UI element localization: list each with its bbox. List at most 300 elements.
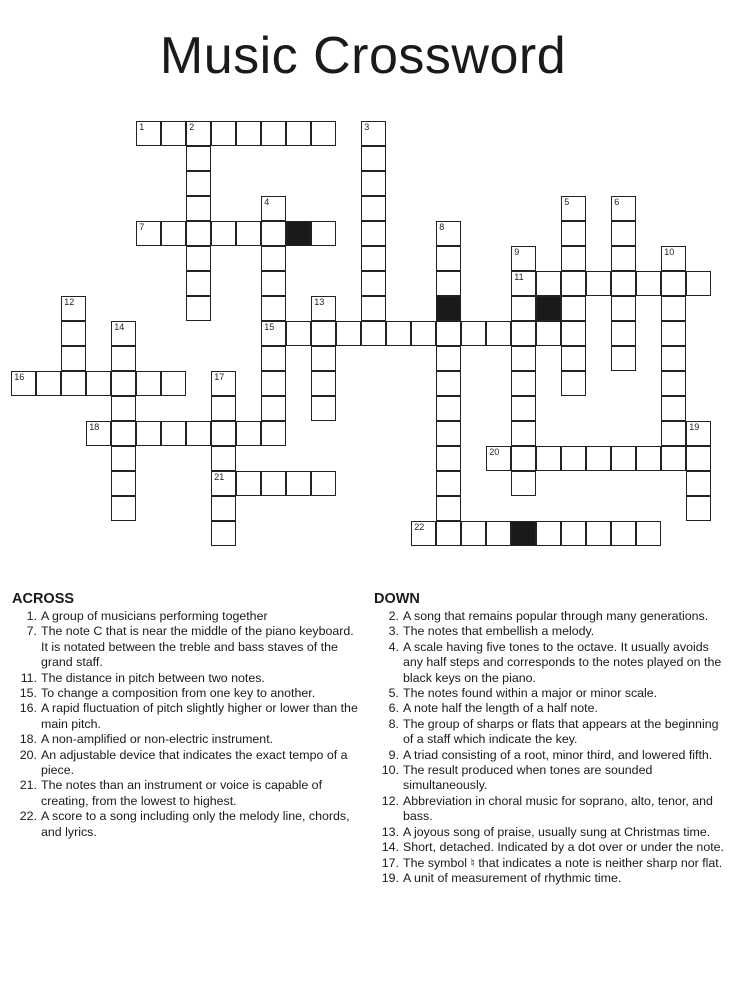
- grid-cell[interactable]: [511, 296, 536, 321]
- grid-cell[interactable]: [211, 446, 236, 471]
- grid-cell[interactable]: [386, 321, 411, 346]
- letter-input[interactable]: [437, 247, 460, 270]
- letter-input[interactable]: [687, 497, 710, 520]
- grid-cell[interactable]: [261, 346, 286, 371]
- grid-cell[interactable]: [611, 521, 636, 546]
- letter-input[interactable]: [312, 122, 335, 145]
- letter-input[interactable]: [287, 122, 310, 145]
- letter-input[interactable]: [437, 347, 460, 370]
- grid-cell[interactable]: [236, 471, 261, 496]
- grid-cell[interactable]: [111, 471, 136, 496]
- letter-input[interactable]: [562, 272, 585, 295]
- letter-input[interactable]: [512, 447, 535, 470]
- letter-input[interactable]: [137, 122, 160, 145]
- letter-input[interactable]: [662, 272, 685, 295]
- letter-input[interactable]: [287, 472, 310, 495]
- letter-input[interactable]: [362, 247, 385, 270]
- letter-input[interactable]: [512, 247, 535, 270]
- grid-cell[interactable]: [436, 246, 461, 271]
- grid-cell[interactable]: [536, 446, 561, 471]
- grid-cell[interactable]: [536, 271, 561, 296]
- grid-cell[interactable]: [261, 421, 286, 446]
- grid-cell[interactable]: [361, 171, 386, 196]
- letter-input[interactable]: [562, 297, 585, 320]
- grid-cell[interactable]: [186, 271, 211, 296]
- letter-input[interactable]: [512, 347, 535, 370]
- grid-cell[interactable]: [586, 446, 611, 471]
- grid-cell[interactable]: [586, 521, 611, 546]
- grid-cell[interactable]: [436, 496, 461, 521]
- grid-cell[interactable]: [186, 246, 211, 271]
- grid-cell[interactable]: [686, 271, 711, 296]
- letter-input[interactable]: [587, 522, 610, 545]
- letter-input[interactable]: [612, 447, 635, 470]
- letter-input[interactable]: [112, 422, 135, 445]
- grid-cell[interactable]: [111, 371, 136, 396]
- grid-cell[interactable]: [61, 296, 86, 321]
- letter-input[interactable]: [187, 222, 210, 245]
- letter-input[interactable]: [137, 372, 160, 395]
- grid-cell[interactable]: [336, 321, 361, 346]
- grid-cell[interactable]: [161, 221, 186, 246]
- grid-cell[interactable]: [436, 421, 461, 446]
- grid-cell[interactable]: [561, 521, 586, 546]
- grid-cell[interactable]: [611, 446, 636, 471]
- grid-cell[interactable]: [561, 296, 586, 321]
- letter-input[interactable]: [687, 447, 710, 470]
- letter-input[interactable]: [637, 272, 660, 295]
- grid-cell[interactable]: [361, 321, 386, 346]
- letter-input[interactable]: [212, 222, 235, 245]
- letter-input[interactable]: [262, 397, 285, 420]
- grid-cell[interactable]: [286, 321, 311, 346]
- grid-cell[interactable]: [261, 246, 286, 271]
- letter-input[interactable]: [312, 472, 335, 495]
- grid-cell[interactable]: [436, 446, 461, 471]
- grid-cell[interactable]: [211, 221, 236, 246]
- grid-cell[interactable]: [436, 371, 461, 396]
- grid-cell[interactable]: [636, 271, 661, 296]
- grid-cell[interactable]: [11, 371, 36, 396]
- grid-cell[interactable]: [661, 396, 686, 421]
- letter-input[interactable]: [612, 222, 635, 245]
- grid-cell[interactable]: [361, 221, 386, 246]
- letter-input[interactable]: [262, 422, 285, 445]
- grid-cell[interactable]: [661, 371, 686, 396]
- letter-input[interactable]: [662, 397, 685, 420]
- letter-input[interactable]: [437, 472, 460, 495]
- letter-input[interactable]: [212, 372, 235, 395]
- grid-cell[interactable]: [436, 346, 461, 371]
- letter-input[interactable]: [437, 497, 460, 520]
- grid-cell[interactable]: [261, 321, 286, 346]
- letter-input[interactable]: [212, 122, 235, 145]
- letter-input[interactable]: [112, 397, 135, 420]
- grid-cell[interactable]: [111, 396, 136, 421]
- grid-cell[interactable]: [136, 421, 161, 446]
- letter-input[interactable]: [162, 372, 185, 395]
- letter-input[interactable]: [662, 247, 685, 270]
- letter-input[interactable]: [87, 422, 110, 445]
- letter-input[interactable]: [612, 197, 635, 220]
- grid-cell[interactable]: [261, 371, 286, 396]
- letter-input[interactable]: [312, 297, 335, 320]
- grid-cell[interactable]: [436, 396, 461, 421]
- letter-input[interactable]: [437, 397, 460, 420]
- grid-cell[interactable]: [311, 321, 336, 346]
- grid-cell[interactable]: [236, 221, 261, 246]
- letter-input[interactable]: [187, 172, 210, 195]
- grid-cell[interactable]: [661, 296, 686, 321]
- grid-cell[interactable]: [636, 521, 661, 546]
- letter-input[interactable]: [187, 272, 210, 295]
- letter-input[interactable]: [412, 522, 435, 545]
- letter-input[interactable]: [312, 372, 335, 395]
- grid-cell[interactable]: [486, 446, 511, 471]
- grid-cell[interactable]: [486, 321, 511, 346]
- letter-input[interactable]: [262, 122, 285, 145]
- letter-input[interactable]: [362, 147, 385, 170]
- letter-input[interactable]: [262, 372, 285, 395]
- grid-cell[interactable]: [136, 221, 161, 246]
- letter-input[interactable]: [237, 222, 260, 245]
- letter-input[interactable]: [512, 297, 535, 320]
- letter-input[interactable]: [262, 322, 285, 345]
- letter-input[interactable]: [437, 272, 460, 295]
- grid-cell[interactable]: [636, 446, 661, 471]
- letter-input[interactable]: [512, 322, 535, 345]
- grid-cell[interactable]: [261, 121, 286, 146]
- letter-input[interactable]: [62, 322, 85, 345]
- letter-input[interactable]: [512, 272, 535, 295]
- letter-input[interactable]: [662, 422, 685, 445]
- letter-input[interactable]: [512, 397, 535, 420]
- grid-cell[interactable]: [311, 346, 336, 371]
- grid-cell[interactable]: [661, 321, 686, 346]
- grid-cell[interactable]: [536, 521, 561, 546]
- grid-cell[interactable]: [511, 471, 536, 496]
- grid-cell[interactable]: [686, 446, 711, 471]
- grid-cell[interactable]: [311, 221, 336, 246]
- letter-input[interactable]: [37, 372, 60, 395]
- letter-input[interactable]: [62, 297, 85, 320]
- letter-input[interactable]: [437, 447, 460, 470]
- letter-input[interactable]: [562, 322, 585, 345]
- letter-input[interactable]: [187, 147, 210, 170]
- grid-cell[interactable]: [586, 271, 611, 296]
- letter-input[interactable]: [437, 322, 460, 345]
- letter-input[interactable]: [112, 497, 135, 520]
- grid-cell[interactable]: [411, 321, 436, 346]
- letter-input[interactable]: [362, 197, 385, 220]
- letter-input[interactable]: [112, 322, 135, 345]
- letter-input[interactable]: [537, 447, 560, 470]
- grid-cell[interactable]: [511, 396, 536, 421]
- grid-cell[interactable]: [661, 346, 686, 371]
- grid-cell[interactable]: [561, 346, 586, 371]
- grid-cell[interactable]: [611, 246, 636, 271]
- grid-cell[interactable]: [211, 121, 236, 146]
- letter-input[interactable]: [112, 472, 135, 495]
- grid-cell[interactable]: [186, 121, 211, 146]
- grid-cell[interactable]: [161, 371, 186, 396]
- letter-input[interactable]: [262, 197, 285, 220]
- letter-input[interactable]: [12, 372, 35, 395]
- grid-cell[interactable]: [361, 296, 386, 321]
- letter-input[interactable]: [687, 422, 710, 445]
- letter-input[interactable]: [162, 222, 185, 245]
- letter-input[interactable]: [312, 322, 335, 345]
- letter-input[interactable]: [662, 372, 685, 395]
- letter-input[interactable]: [362, 222, 385, 245]
- grid-cell[interactable]: [136, 371, 161, 396]
- grid-cell[interactable]: [436, 271, 461, 296]
- grid-cell[interactable]: [111, 496, 136, 521]
- letter-input[interactable]: [112, 347, 135, 370]
- grid-cell[interactable]: [436, 521, 461, 546]
- letter-input[interactable]: [87, 372, 110, 395]
- grid-cell[interactable]: [311, 121, 336, 146]
- letter-input[interactable]: [187, 247, 210, 270]
- grid-cell[interactable]: [211, 471, 236, 496]
- grid-cell[interactable]: [361, 196, 386, 221]
- letter-input[interactable]: [612, 297, 635, 320]
- grid-cell[interactable]: [661, 446, 686, 471]
- letter-input[interactable]: [512, 372, 535, 395]
- grid-cell[interactable]: [686, 496, 711, 521]
- letter-input[interactable]: [612, 322, 635, 345]
- grid-cell[interactable]: [186, 171, 211, 196]
- letter-input[interactable]: [112, 447, 135, 470]
- grid-cell[interactable]: [136, 121, 161, 146]
- letter-input[interactable]: [112, 372, 135, 395]
- grid-cell[interactable]: [361, 146, 386, 171]
- grid-cell[interactable]: [536, 321, 561, 346]
- grid-cell[interactable]: [511, 246, 536, 271]
- grid-cell[interactable]: [61, 371, 86, 396]
- letter-input[interactable]: [512, 472, 535, 495]
- grid-cell[interactable]: [186, 196, 211, 221]
- letter-input[interactable]: [212, 522, 235, 545]
- letter-input[interactable]: [312, 222, 335, 245]
- letter-input[interactable]: [487, 447, 510, 470]
- letter-input[interactable]: [187, 122, 210, 145]
- letter-input[interactable]: [312, 397, 335, 420]
- grid-cell[interactable]: [311, 396, 336, 421]
- letter-input[interactable]: [237, 422, 260, 445]
- letter-input[interactable]: [562, 247, 585, 270]
- letter-input[interactable]: [187, 422, 210, 445]
- letter-input[interactable]: [562, 522, 585, 545]
- grid-cell[interactable]: [461, 521, 486, 546]
- grid-cell[interactable]: [311, 471, 336, 496]
- letter-input[interactable]: [512, 422, 535, 445]
- letter-input[interactable]: [262, 247, 285, 270]
- letter-input[interactable]: [562, 447, 585, 470]
- grid-cell[interactable]: [211, 371, 236, 396]
- letter-input[interactable]: [562, 347, 585, 370]
- letter-input[interactable]: [387, 322, 410, 345]
- letter-input[interactable]: [562, 197, 585, 220]
- grid-cell[interactable]: [61, 321, 86, 346]
- grid-cell[interactable]: [86, 371, 111, 396]
- grid-cell[interactable]: [311, 371, 336, 396]
- letter-input[interactable]: [262, 472, 285, 495]
- letter-input[interactable]: [137, 222, 160, 245]
- letter-input[interactable]: [262, 272, 285, 295]
- grid-cell[interactable]: [111, 346, 136, 371]
- grid-cell[interactable]: [561, 221, 586, 246]
- letter-input[interactable]: [337, 322, 360, 345]
- letter-input[interactable]: [487, 522, 510, 545]
- grid-cell[interactable]: [611, 321, 636, 346]
- grid-cell[interactable]: [361, 121, 386, 146]
- grid-cell[interactable]: [561, 446, 586, 471]
- grid-cell[interactable]: [511, 421, 536, 446]
- letter-input[interactable]: [637, 522, 660, 545]
- letter-input[interactable]: [437, 422, 460, 445]
- letter-input[interactable]: [562, 372, 585, 395]
- grid-cell[interactable]: [686, 421, 711, 446]
- letter-input[interactable]: [362, 272, 385, 295]
- letter-input[interactable]: [362, 322, 385, 345]
- letter-input[interactable]: [537, 322, 560, 345]
- grid-cell[interactable]: [111, 421, 136, 446]
- grid-cell[interactable]: [411, 521, 436, 546]
- letter-input[interactable]: [437, 522, 460, 545]
- letter-input[interactable]: [687, 472, 710, 495]
- grid-cell[interactable]: [561, 196, 586, 221]
- letter-input[interactable]: [262, 347, 285, 370]
- grid-cell[interactable]: [611, 271, 636, 296]
- grid-cell[interactable]: [611, 296, 636, 321]
- grid-cell[interactable]: [86, 421, 111, 446]
- letter-input[interactable]: [212, 447, 235, 470]
- letter-input[interactable]: [612, 247, 635, 270]
- grid-cell[interactable]: [261, 221, 286, 246]
- grid-cell[interactable]: [161, 421, 186, 446]
- letter-input[interactable]: [362, 122, 385, 145]
- grid-cell[interactable]: [186, 146, 211, 171]
- letter-input[interactable]: [662, 447, 685, 470]
- letter-input[interactable]: [537, 522, 560, 545]
- grid-cell[interactable]: [111, 446, 136, 471]
- letter-input[interactable]: [212, 472, 235, 495]
- letter-input[interactable]: [487, 322, 510, 345]
- letter-input[interactable]: [212, 397, 235, 420]
- letter-input[interactable]: [162, 122, 185, 145]
- grid-cell[interactable]: [236, 121, 261, 146]
- grid-cell[interactable]: [361, 271, 386, 296]
- letter-input[interactable]: [137, 422, 160, 445]
- grid-cell[interactable]: [211, 496, 236, 521]
- letter-input[interactable]: [637, 447, 660, 470]
- grid-cell[interactable]: [511, 271, 536, 296]
- letter-input[interactable]: [437, 222, 460, 245]
- grid-cell[interactable]: [211, 521, 236, 546]
- grid-cell[interactable]: [436, 321, 461, 346]
- letter-input[interactable]: [212, 497, 235, 520]
- grid-cell[interactable]: [511, 321, 536, 346]
- letter-input[interactable]: [437, 372, 460, 395]
- letter-input[interactable]: [612, 522, 635, 545]
- grid-cell[interactable]: [561, 271, 586, 296]
- grid-cell[interactable]: [511, 446, 536, 471]
- grid-cell[interactable]: [161, 121, 186, 146]
- grid-cell[interactable]: [686, 471, 711, 496]
- grid-cell[interactable]: [36, 371, 61, 396]
- letter-input[interactable]: [612, 272, 635, 295]
- grid-cell[interactable]: [236, 421, 261, 446]
- grid-cell[interactable]: [661, 271, 686, 296]
- grid-cell[interactable]: [611, 221, 636, 246]
- letter-input[interactable]: [537, 272, 560, 295]
- letter-input[interactable]: [612, 347, 635, 370]
- grid-cell[interactable]: [611, 346, 636, 371]
- grid-cell[interactable]: [611, 196, 636, 221]
- grid-cell[interactable]: [561, 371, 586, 396]
- grid-cell[interactable]: [261, 396, 286, 421]
- grid-cell[interactable]: [561, 321, 586, 346]
- letter-input[interactable]: [687, 272, 710, 295]
- letter-input[interactable]: [262, 297, 285, 320]
- letter-input[interactable]: [187, 197, 210, 220]
- letter-input[interactable]: [62, 347, 85, 370]
- grid-cell[interactable]: [436, 221, 461, 246]
- letter-input[interactable]: [662, 347, 685, 370]
- letter-input[interactable]: [662, 297, 685, 320]
- grid-cell[interactable]: [311, 296, 336, 321]
- grid-cell[interactable]: [286, 471, 311, 496]
- grid-cell[interactable]: [261, 271, 286, 296]
- letter-input[interactable]: [412, 322, 435, 345]
- grid-cell[interactable]: [186, 421, 211, 446]
- grid-cell[interactable]: [261, 471, 286, 496]
- grid-cell[interactable]: [111, 321, 136, 346]
- grid-cell[interactable]: [361, 246, 386, 271]
- letter-input[interactable]: [187, 297, 210, 320]
- grid-cell[interactable]: [61, 346, 86, 371]
- grid-cell[interactable]: [286, 121, 311, 146]
- letter-input[interactable]: [237, 122, 260, 145]
- letter-input[interactable]: [662, 322, 685, 345]
- grid-cell[interactable]: [261, 196, 286, 221]
- grid-cell[interactable]: [511, 371, 536, 396]
- letter-input[interactable]: [162, 422, 185, 445]
- letter-input[interactable]: [362, 172, 385, 195]
- letter-input[interactable]: [312, 347, 335, 370]
- letter-input[interactable]: [62, 372, 85, 395]
- letter-input[interactable]: [362, 297, 385, 320]
- letter-input[interactable]: [237, 472, 260, 495]
- grid-cell[interactable]: [461, 321, 486, 346]
- grid-cell[interactable]: [436, 471, 461, 496]
- grid-cell[interactable]: [661, 246, 686, 271]
- grid-cell[interactable]: [561, 246, 586, 271]
- grid-cell[interactable]: [211, 421, 236, 446]
- letter-input[interactable]: [462, 322, 485, 345]
- grid-cell[interactable]: [186, 296, 211, 321]
- grid-cell[interactable]: [661, 421, 686, 446]
- grid-cell[interactable]: [211, 396, 236, 421]
- grid-cell[interactable]: [486, 521, 511, 546]
- grid-cell[interactable]: [261, 296, 286, 321]
- letter-input[interactable]: [262, 222, 285, 245]
- grid-cell[interactable]: [186, 221, 211, 246]
- letter-input[interactable]: [562, 222, 585, 245]
- letter-input[interactable]: [587, 447, 610, 470]
- letter-input[interactable]: [462, 522, 485, 545]
